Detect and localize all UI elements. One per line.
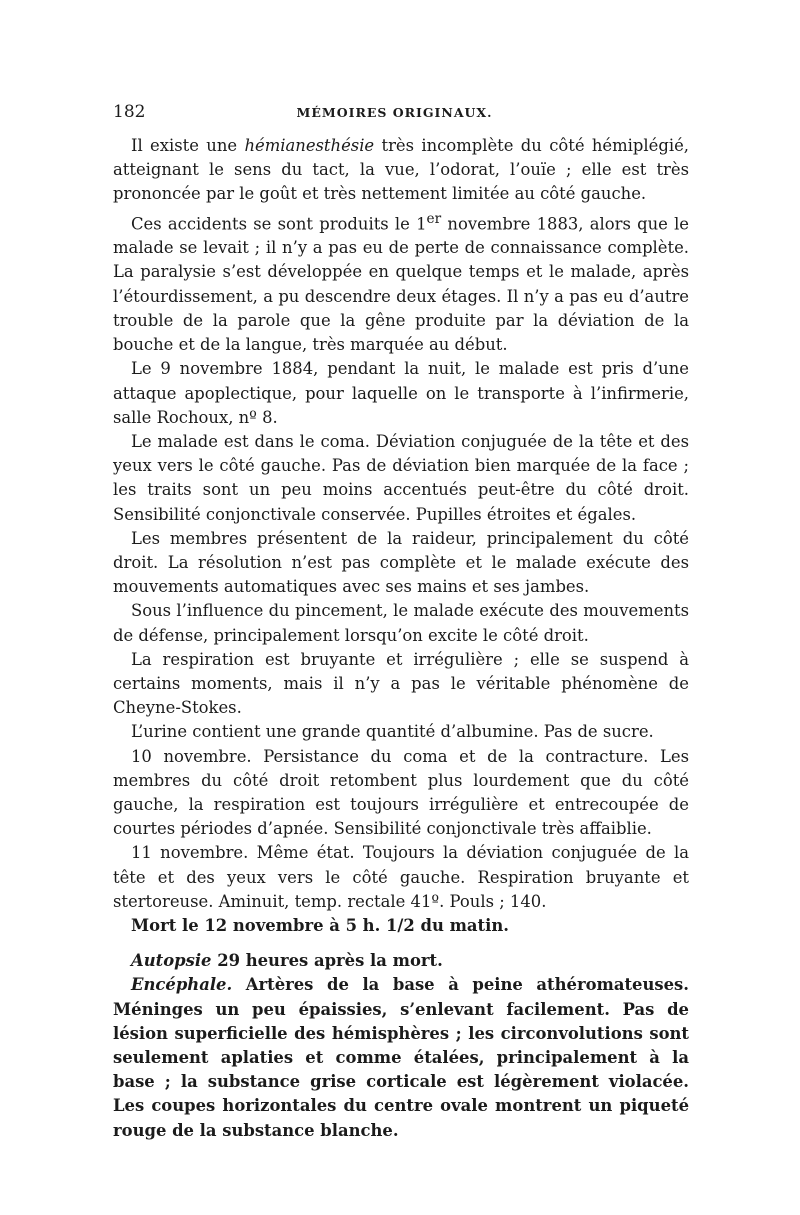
paragraph-text: très incomplète du côté hémiplégié, atteignant le sens du tact, la vue, l’odorat, l’ouïe ; elle est très prononcée par le goût et très nettement limitée au côté gauche.	[113, 136, 689, 204]
paragraph-autopsy	[113, 949, 689, 973]
paragraph-text: 11 novembre. Même état. Toujours la déviation conjuguée de la tête et des yeux vers le côté gauche. Respiration bruyante et stertoreuse. Aminuit, temp. rectale 41º. Pouls ; 140.	[113, 843, 689, 911]
paragraph-text: Ces accidents se sont produits le 1	[131, 214, 427, 234]
paragraph-text: La respiration est bruyante et irrégulière ; elle se suspend à certains moments, mais il n’y a pas le véritable phénomène de Cheyne-Stokes.	[113, 649, 689, 718]
paragraph-text: Sous l’influence du pincement, le malade exécute des mouvements de défense, principalement lorsqu’on excite le côté droit.	[113, 601, 689, 645]
encephale-label: Encéphale.	[131, 975, 233, 995]
paragraph-limbs	[113, 527, 689, 600]
paragraph-hemianesthesia	[113, 134, 689, 207]
paragraph-text: L’urine contient une grande quantité d’albumine. Pas de sucre.	[131, 722, 654, 742]
body-text	[113, 134, 689, 1143]
paragraph-pinching	[113, 599, 689, 647]
paragraph-text: Mort le 12 novembre à 5 h. 1/2 du matin.	[131, 915, 509, 935]
running-title: MÉMOIRES ORIGINAUX.	[296, 105, 493, 120]
superscript-ordinal: er	[426, 210, 442, 227]
paragraph-onset	[113, 207, 689, 358]
paragraph-text: 29 heures après la mort.	[211, 951, 443, 971]
autopsy-label: Autopsie	[131, 951, 212, 971]
page-number: 182	[113, 102, 146, 122]
book-page	[113, 102, 689, 1143]
paragraph-death	[113, 914, 689, 938]
paragraph-urine	[113, 720, 689, 744]
paragraph-november-11	[113, 841, 689, 914]
paragraph-coma	[113, 430, 689, 527]
paragraph-apoplectic-attack	[113, 357, 689, 430]
paragraph-encephale	[113, 973, 689, 1142]
page-header	[113, 102, 689, 124]
paragraph-november-10	[113, 745, 689, 842]
paragraph-text: Le malade est dans le coma. Déviation conjuguée de la tête et des yeux vers le côté gauche. Pas de déviation bien marquée de la face ; les traits sont un peu moins accentués peut-être du côté droit. Sensibilité conjonctivale conservée. Pupilles étroites et égales.	[113, 431, 689, 524]
paragraph-text: novembre 1883, alors que le malade se levait ; il n’y a pas eu de perte de connaissance complète. La paralysie s’est développée en quelque temps et le malade, après l’étourdissement, a pu descendre deux étages. Il n’y a pas eu d’autre trouble de la parole que la gêne produite par la déviation de la bouche et de la langue, très marquée au début.	[113, 214, 690, 355]
paragraph-text: Artères de la base à peine athéromateuses. Méninges un peu épaissies, s’enlevant facilement. Pas de lésion superficielle des hémisphères ; les circonvolutions sont seulement aplaties et comme étalées, principalement à la base ; la substance grise corticale est légèrement violacée. Les coupes horizontales du centre ovale montrent un piqueté rouge de la substance blanche.	[113, 975, 689, 1140]
emphasis-term: hémianesthésie	[244, 136, 375, 155]
paragraph-respiration	[113, 648, 689, 721]
paragraph-text: Le 9 novembre 1884, pendant la nuit, le malade est pris d’une attaque apoplectique, pour laquelle on le transporte à l’infirmerie, salle Rochoux, nº 8.	[113, 359, 689, 427]
paragraph-text: Il existe une	[131, 136, 245, 155]
paragraph-text: Les membres présentent de la raideur, principalement du côté droit. La résolution n’est pas complète et le malade exécute des mouvements automatiques avec ses mains et ses jambes.	[113, 528, 689, 597]
paragraph-text: 10 novembre. Persistance du coma et de la contracture. Les membres du côté droit retombent plus lourdement que du côté gauche, la respiration est toujours irrégulière et entrecoupée de courtes périodes d’apnée. Sensibilité conjonctivale très affaiblie.	[113, 746, 689, 839]
